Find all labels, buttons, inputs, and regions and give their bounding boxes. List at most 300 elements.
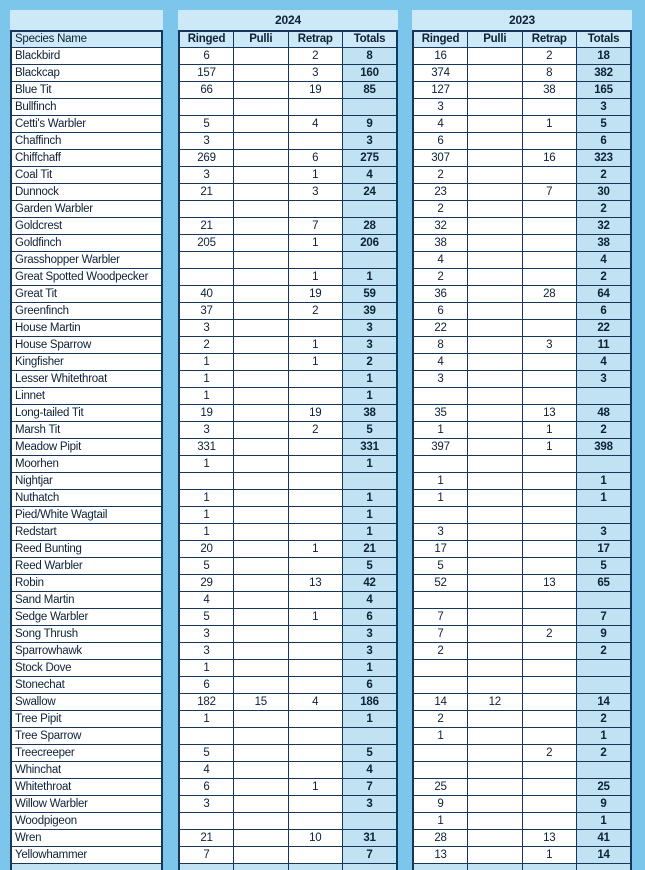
totals-cell: 1 [577,813,632,830]
table-row [413,524,631,541]
table-row [179,252,397,269]
retrap-cell [522,813,577,830]
ringed-cell [413,456,468,473]
totals-cell: 1 [343,507,398,524]
table-row [413,626,631,643]
table-row [413,830,631,847]
table-row [179,558,397,575]
table-row [413,65,631,82]
totals-cell: 1 [577,728,632,745]
species-name-cell: Bullfinch [11,99,162,116]
ringed-cell: 5 [179,116,234,133]
table-row [11,541,162,558]
retrap-cell [522,677,577,694]
species-name-cell: House Sparrow [11,337,162,354]
table-row [11,218,162,235]
ringed-cell: 1 [413,728,468,745]
table-row [11,354,162,371]
table-row [413,796,631,813]
ringed-cell: 6 [179,48,234,65]
partial-cell [468,864,523,870]
column-header-totals: Totals [343,31,398,48]
retrap-cell [288,762,343,779]
table-row [11,847,162,864]
retrap-cell: 19 [288,286,343,303]
pulli-cell [468,116,523,133]
retrap-cell [288,660,343,677]
ringed-cell [179,99,234,116]
table-row [413,388,631,405]
pulli-cell [234,218,289,235]
ringed-cell [413,660,468,677]
species-name-cell: Meadow Pipit [11,439,162,456]
pulli-cell [234,847,289,864]
totals-cell: 59 [343,286,398,303]
retrap-cell [522,235,577,252]
ringed-cell: 3 [413,371,468,388]
retrap-cell [288,371,343,388]
totals-cell [577,677,632,694]
pulli-cell [234,439,289,456]
retrap-cell [288,439,343,456]
totals-cell: 48 [577,405,632,422]
totals-cell: 7 [577,609,632,626]
totals-cell: 5 [343,422,398,439]
table-row [11,82,162,99]
ringed-cell [413,507,468,524]
retrap-cell: 1 [288,609,343,626]
species-name-cell: Moorhen [11,456,162,473]
totals-cell: 1 [343,660,398,677]
pulli-cell [234,371,289,388]
retrap-cell [288,711,343,728]
retrap-cell [522,558,577,575]
table-row [413,133,631,150]
retrap-cell: 13 [288,575,343,592]
table-row [179,269,397,286]
species-name-cell: Blackcap [11,65,162,82]
species-name-cell: Whitethroat [11,779,162,796]
ringed-cell: 1 [179,456,234,473]
pulli-cell [468,796,523,813]
ringed-cell: 3 [179,133,234,150]
species-name-cell: Greenfinch [11,303,162,320]
totals-cell: 3 [343,796,398,813]
species-name-cell: Cetti's Warbler [11,116,162,133]
pulli-cell [468,133,523,150]
column-header-row-2024 [179,31,397,48]
ringed-cell: 397 [413,439,468,456]
retrap-cell [522,524,577,541]
table-row [413,82,631,99]
totals-cell: 2 [577,745,632,762]
retrap-cell: 1 [288,269,343,286]
ringed-cell: 1 [179,354,234,371]
totals-cell: 4 [343,762,398,779]
partial-cell [11,864,162,870]
retrap-cell: 1 [288,541,343,558]
ringed-cell: 16 [413,48,468,65]
totals-cell: 2 [577,643,632,660]
table-row [179,303,397,320]
totals-cell: 9 [577,796,632,813]
table-row [413,218,631,235]
ringed-cell: 22 [413,320,468,337]
totals-cell: 17 [577,541,632,558]
table-row [179,456,397,473]
species-name-cell: Song Thrush [11,626,162,643]
ringed-cell: 2 [413,167,468,184]
retrap-cell [288,456,343,473]
species-name-cell: Chiffchaff [11,150,162,167]
species-name-cell: Yellowhammer [11,847,162,864]
retrap-cell: 1 [288,354,343,371]
totals-cell: 65 [577,575,632,592]
ringed-cell: 1 [413,473,468,490]
totals-cell: 1 [343,388,398,405]
retrap-cell [522,694,577,711]
totals-cell [577,507,632,524]
species-name-cell: Marsh Tit [11,422,162,439]
table-row [11,150,162,167]
retrap-cell [288,592,343,609]
table-row [11,439,162,456]
ringed-cell: 7 [413,626,468,643]
table-row [11,235,162,252]
totals-cell: 42 [343,575,398,592]
pulli-cell [468,779,523,796]
totals-cell: 160 [343,65,398,82]
pulli-cell [234,473,289,490]
table-row [11,507,162,524]
totals-cell [577,762,632,779]
totals-cell: 4 [343,592,398,609]
table-row [11,269,162,286]
pulli-cell [468,592,523,609]
species-name-cell: Wren [11,830,162,847]
pulli-cell [468,99,523,116]
totals-cell: 206 [343,235,398,252]
ringed-cell: 1 [179,660,234,677]
totals-cell: 30 [577,184,632,201]
pulli-cell [234,337,289,354]
species-name-cell: Blue Tit [11,82,162,99]
totals-cell: 3 [343,133,398,150]
totals-cell: 5 [577,116,632,133]
table-row [413,337,631,354]
totals-cell: 165 [577,82,632,99]
species-name-cell: Kingfisher [11,354,162,371]
pulli-cell [468,473,523,490]
totals-cell: 6 [343,677,398,694]
species-name-cell: Coal Tit [11,167,162,184]
table-row [413,99,631,116]
pulli-cell [468,762,523,779]
retrap-cell: 7 [288,218,343,235]
partial-bottom-row [11,864,162,870]
table-row [413,541,631,558]
pulli-cell [234,541,289,558]
pulli-cell [234,745,289,762]
table-row [413,167,631,184]
pulli-cell: 15 [234,694,289,711]
pulli-cell [468,371,523,388]
retrap-cell: 19 [288,82,343,99]
table-row [11,745,162,762]
table-row [11,303,162,320]
totals-cell: 5 [343,745,398,762]
totals-cell: 38 [577,235,632,252]
pulli-cell [468,490,523,507]
retrap-cell: 1 [522,116,577,133]
species-name-cell: Reed Bunting [11,541,162,558]
ringed-cell: 37 [179,303,234,320]
table-row [179,677,397,694]
table-row [413,439,631,456]
totals-cell [577,660,632,677]
table-row [11,677,162,694]
totals-cell: 382 [577,65,632,82]
table-row [11,626,162,643]
species-name-cell: Tree Pipit [11,711,162,728]
pulli-cell [234,133,289,150]
retrap-cell [522,728,577,745]
species-name-cell: Treecreeper [11,745,162,762]
totals-cell: 6 [577,133,632,150]
ringed-cell: 1 [179,507,234,524]
table-row [11,830,162,847]
totals-cell: 7 [343,847,398,864]
pulli-cell [468,82,523,99]
table-row [179,65,397,82]
species-header-cap [10,10,163,30]
ringed-cell: 3 [179,320,234,337]
pulli-cell [468,745,523,762]
pulli-cell [468,269,523,286]
retrap-cell [522,592,577,609]
table-row [11,575,162,592]
table-row [11,796,162,813]
ringed-cell: 14 [413,694,468,711]
partial-bottom-row [413,864,631,870]
totals-cell: 2 [577,422,632,439]
totals-cell: 5 [343,558,398,575]
column-header-pulli: Pulli [234,31,289,48]
retrap-cell: 3 [288,184,343,201]
ringed-cell: 20 [179,541,234,558]
retrap-cell [522,762,577,779]
table-row [11,490,162,507]
species-column-block [10,10,163,870]
partial-cell [234,864,289,870]
ringed-cell [413,592,468,609]
totals-cell [343,813,398,830]
table-row [179,184,397,201]
retrap-cell [522,201,577,218]
totals-cell: 14 [577,847,632,864]
totals-cell: 3 [343,337,398,354]
species-name-cell: Willow Warbler [11,796,162,813]
species-name-cell: Garden Warbler [11,201,162,218]
table-row [179,439,397,456]
pulli-cell [468,150,523,167]
table-row [413,473,631,490]
table-row [179,320,397,337]
table-row [413,116,631,133]
ringed-cell [413,745,468,762]
pulli-cell [468,48,523,65]
totals-cell: 6 [343,609,398,626]
ringed-cell: 1 [179,371,234,388]
table-row [11,643,162,660]
table-row [179,473,397,490]
totals-cell: 24 [343,184,398,201]
column-header-retrap: Retrap [288,31,343,48]
ringed-cell: 205 [179,235,234,252]
ringed-cell [179,252,234,269]
pulli-cell [234,116,289,133]
table-row [179,779,397,796]
retrap-cell [522,252,577,269]
table-row [179,201,397,218]
totals-cell [343,473,398,490]
ringed-cell: 21 [179,218,234,235]
totals-cell: 8 [343,48,398,65]
table-row [179,796,397,813]
pulli-cell [234,626,289,643]
totals-cell: 31 [343,830,398,847]
table-row [11,371,162,388]
totals-cell [577,456,632,473]
retrap-cell: 13 [522,830,577,847]
table-row [413,286,631,303]
pulli-cell [234,235,289,252]
ringed-cell: 29 [179,575,234,592]
year-header-2024: 2024 [178,10,398,30]
table-row [413,558,631,575]
table-row [11,422,162,439]
retrap-cell: 38 [522,82,577,99]
totals-cell: 39 [343,303,398,320]
ringed-cell: 1 [413,422,468,439]
retrap-cell [522,371,577,388]
pulli-cell [234,524,289,541]
pulli-cell [468,405,523,422]
ringed-cell: 1 [179,711,234,728]
table-row [413,269,631,286]
ringed-cell: 3 [179,626,234,643]
totals-cell: 2 [343,354,398,371]
retrap-cell [288,643,343,660]
retrap-cell [522,643,577,660]
table-row [11,728,162,745]
table-row [413,711,631,728]
totals-cell: 2 [577,269,632,286]
retrap-cell: 4 [288,694,343,711]
table-row [179,609,397,626]
species-name-cell: Goldcrest [11,218,162,235]
pulli-cell [234,422,289,439]
ringed-cell: 4 [413,252,468,269]
retrap-cell: 1 [288,235,343,252]
pulli-cell [468,184,523,201]
ringed-cell: 6 [179,677,234,694]
species-header-row [11,31,162,48]
ringed-cell: 13 [413,847,468,864]
ringed-cell: 4 [413,354,468,371]
pulli-cell [468,286,523,303]
pulli-cell [234,456,289,473]
totals-cell: 22 [577,320,632,337]
ringed-cell: 7 [179,847,234,864]
species-name-cell: Long-tailed Tit [11,405,162,422]
ringed-cell: 307 [413,150,468,167]
table-row [11,694,162,711]
pulli-cell [234,320,289,337]
totals-table-2024 [178,30,398,870]
species-name-cell: Lesser Whitethroat [11,371,162,388]
pulli-cell [234,575,289,592]
totals-cell: 3 [577,99,632,116]
species-name-cell: Tree Sparrow [11,728,162,745]
ringed-cell: 2 [179,337,234,354]
totals-cell: 3 [577,371,632,388]
table-row [413,643,631,660]
retrap-cell: 7 [522,184,577,201]
species-name-cell: Grasshopper Warbler [11,252,162,269]
totals-cell: 4 [577,354,632,371]
species-name-cell: Pied/White Wagtail [11,507,162,524]
totals-cell [577,388,632,405]
totals-cell: 38 [343,405,398,422]
totals-cell: 398 [577,439,632,456]
partial-cell [522,864,577,870]
retrap-cell [522,320,577,337]
table-row [179,405,397,422]
table-row [11,405,162,422]
ringed-cell: 127 [413,82,468,99]
ringed-cell [179,269,234,286]
retrap-cell [522,218,577,235]
pulli-cell [234,286,289,303]
pulli-cell [468,337,523,354]
table-row [179,830,397,847]
pulli-cell [468,218,523,235]
table-row [179,235,397,252]
retrap-cell [522,609,577,626]
ringed-cell [413,762,468,779]
totals-cell [343,99,398,116]
totals-cell [577,592,632,609]
totals-cell [343,201,398,218]
table-row [413,422,631,439]
pulli-cell [468,847,523,864]
species-name-cell: Robin [11,575,162,592]
pulli-cell [468,388,523,405]
totals-cell: 323 [577,150,632,167]
table-row [179,524,397,541]
pulli-cell [468,541,523,558]
retrap-cell [522,779,577,796]
pulli-cell [234,813,289,830]
table-row [11,762,162,779]
pulli-cell [468,830,523,847]
table-row [11,592,162,609]
pulli-cell [234,592,289,609]
pulli-cell [468,439,523,456]
table-row [413,507,631,524]
ringed-cell: 21 [179,184,234,201]
